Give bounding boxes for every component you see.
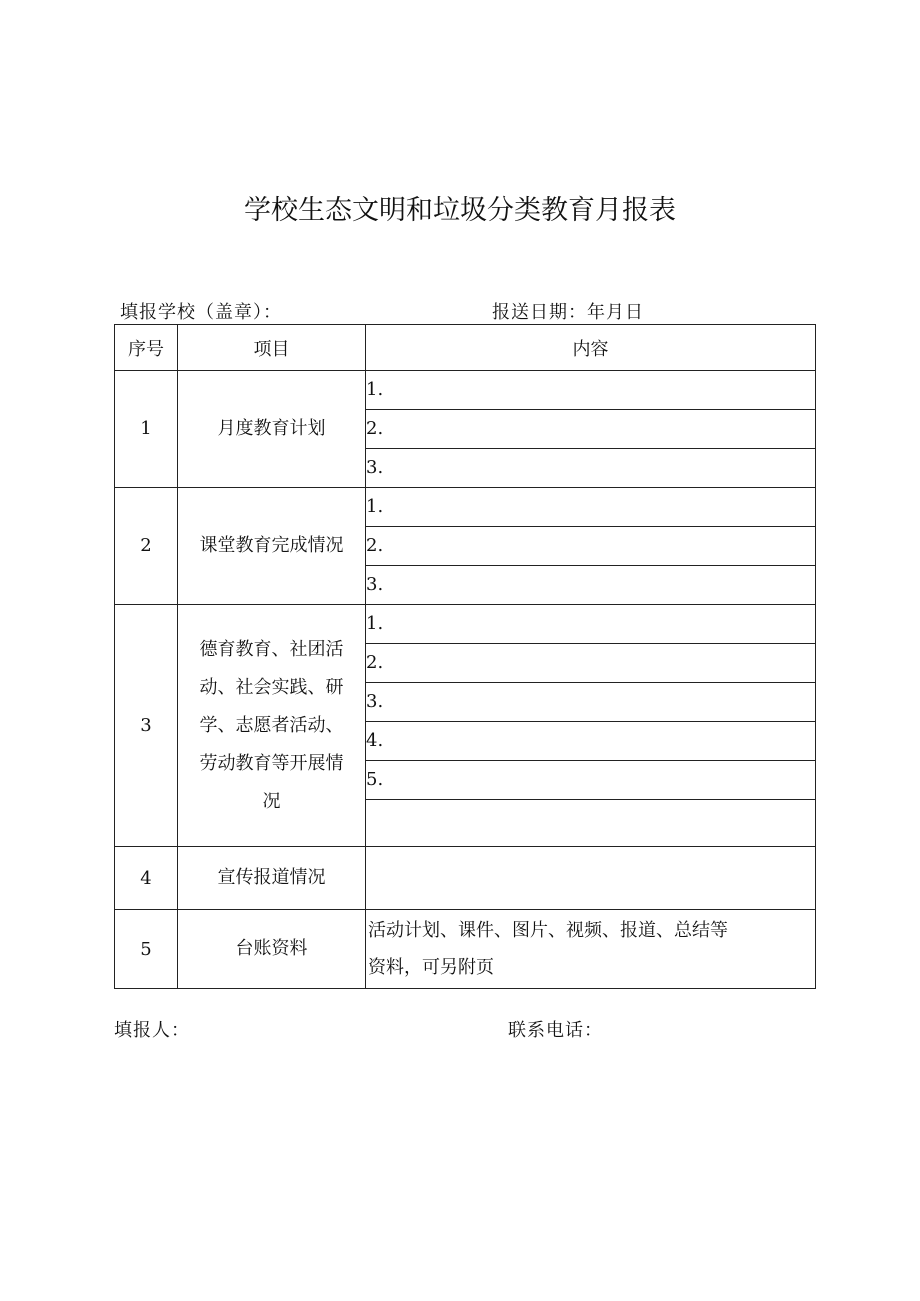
- row-item: 宣传报道情况: [178, 847, 366, 910]
- table-row: [115, 847, 816, 910]
- report-table: [114, 324, 816, 989]
- filler-label: 填报人：: [114, 1020, 190, 1041]
- content-line: 3.: [366, 683, 816, 722]
- header-no: 序号: [115, 325, 178, 371]
- content-line: 4.: [366, 722, 816, 761]
- row-item: 课堂教育完成情况: [178, 488, 366, 605]
- table-row: [115, 910, 816, 989]
- phone-label: 联系电话：: [508, 1020, 603, 1041]
- row-item: 台账资料: [178, 910, 366, 989]
- row-item: [178, 605, 366, 847]
- content-line: 2.: [366, 644, 816, 683]
- header-content: 内容: [366, 325, 816, 371]
- content-line: 1.: [366, 605, 816, 644]
- header-item: 项目: [178, 325, 366, 371]
- table-row: [115, 605, 816, 644]
- row-content: [366, 910, 816, 989]
- content-text-line: 资料，可另附页: [368, 957, 494, 978]
- date-label: 报送日期：年月日: [492, 302, 644, 323]
- content-line: 3.: [366, 449, 816, 488]
- page-title: 学校生态文明和垃圾分类教育月报表: [244, 195, 676, 226]
- item-line: 动、社会实践、研: [199, 676, 344, 698]
- content-line: 3.: [366, 566, 816, 605]
- row-item: 月度教育计划: [178, 371, 366, 488]
- content-text-line: 活动计划、课件、图片、视频、报道、总结等: [368, 920, 728, 941]
- content-line: 5.: [366, 761, 816, 800]
- row-no: 2: [115, 488, 178, 605]
- item-line: 况: [262, 790, 281, 812]
- item-line: 德育教育、社团活: [199, 638, 344, 660]
- content-line: 1.: [366, 488, 816, 527]
- item-line: 劳动教育等开展情: [199, 752, 344, 774]
- row-no: 4: [115, 847, 178, 910]
- content-line: 1.: [366, 371, 816, 410]
- row-no: 5: [115, 910, 178, 989]
- content-line: 2.: [366, 410, 816, 449]
- table-row: [115, 371, 816, 410]
- row-no: 1: [115, 371, 178, 488]
- row-content: [366, 847, 816, 910]
- item-line: 学、志愿者活动、: [199, 714, 344, 736]
- school-label: 填报学校（盖章）：: [120, 302, 282, 323]
- table-header-row: [115, 325, 816, 371]
- content-line: [366, 800, 816, 847]
- table-row: [115, 488, 816, 527]
- content-line: 2.: [366, 527, 816, 566]
- row-no: 3: [115, 605, 178, 847]
